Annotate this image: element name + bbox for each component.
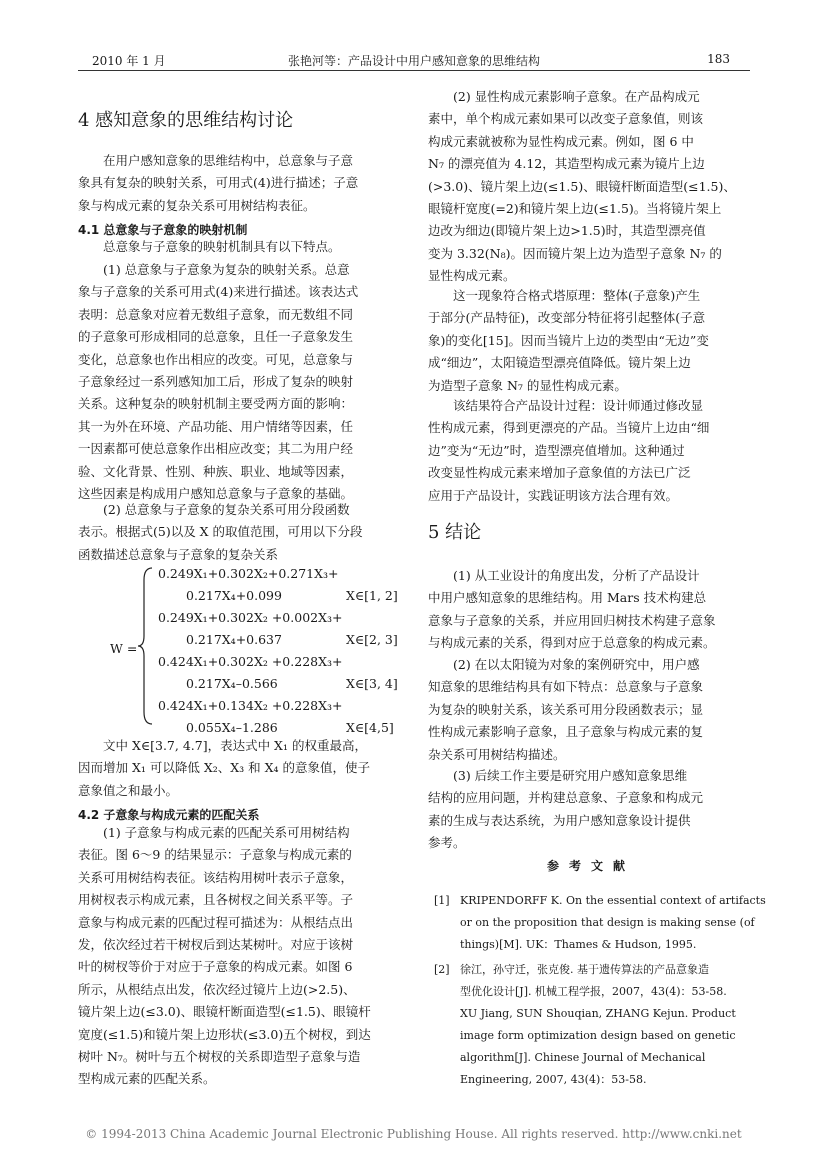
reference-line: KRIPENDORFF K. On the essential context of artifacts bbox=[460, 894, 766, 907]
section-4-1-para-1 bbox=[78, 259, 404, 505]
text-line: 文中 X∈[3.7, 4.7]，表达式中 X₁ 的权重最高， bbox=[103, 738, 367, 753]
copyright-footer: © 1994-2013 China Academic Journal Electronic Publishing House. All rights reserved. http://www.cnki.net bbox=[85, 1127, 742, 1141]
equation-term: 0.217X₄+0.637 bbox=[186, 632, 282, 647]
header-rule bbox=[78, 70, 750, 71]
text-line: 变为 3.32(N₈)。因而镜片架上边为造型子意象 N₇ 的 bbox=[428, 245, 722, 261]
reference-number: [1] bbox=[434, 894, 450, 907]
text-line: 表征。图 6～9 的结果显示：子意象与构成元素的 bbox=[78, 847, 352, 863]
text-line: 素的生成与表达系统，为用户感知意象设计提供 bbox=[428, 812, 691, 828]
text-line: 为复杂的映射关系，该关系可用分段函数表示；显 bbox=[428, 701, 704, 717]
text-line: (3) 后续工作主要是研究用户感知意象思维 bbox=[453, 768, 688, 783]
section-4-1-heading: 4.1 总意象与子意象的映射机制 bbox=[78, 223, 248, 237]
text-line: 象与子意象的关系可用式(4)来进行描述。该表达式 bbox=[78, 284, 359, 300]
text-line: 成“细边”，太阳镜造型漂亮值降低。镜片架上边 bbox=[428, 355, 691, 371]
text-line: (2) 在以太阳镜为对象的案例研究中，用户感 bbox=[453, 657, 700, 672]
section-4-1-para-3 bbox=[78, 735, 404, 802]
text-line: 表明：总意象对应着无数组子意象，而无数组不同 bbox=[78, 306, 354, 322]
text-line: N₇ 的漂亮值为 4.12，其造型构成元素为镜片上边 bbox=[428, 156, 705, 172]
text-line: 中用户感知意象的思维结构。用 Mars 技术构建总 bbox=[428, 590, 707, 606]
text-line: 性构成元素，得到更漂亮的产品。当镜片上边由“细 bbox=[428, 420, 710, 436]
equation-term: 0.217X₄–0.566 bbox=[186, 676, 278, 691]
text-line: 该结果符合产品设计过程：设计师通过修改显 bbox=[453, 398, 704, 413]
text-line: 这一现象符合格式塔原理：整体(子意象)产生 bbox=[453, 288, 701, 303]
section-4-2-heading: 4.2 子意象与构成元素的匹配关系 bbox=[78, 808, 260, 822]
text-line: (2) 显性构成元素影响子意象。在产品构成元 bbox=[453, 89, 700, 104]
reference-line: 型优化设计[J]. 机械工程学报，2007，43(4)：53-58. bbox=[460, 985, 727, 998]
text-line: 知意象的思维结构具有如下特点：总意象与子意象 bbox=[428, 679, 704, 695]
text-line: 宽度(≤1.5)和镜片架上边形状(≤3.0)五个树杈，到达 bbox=[78, 1026, 371, 1042]
equation-domain: X∈[1, 2] bbox=[346, 588, 398, 603]
equation-term: 0.217X₄+0.099 bbox=[186, 588, 282, 603]
text-line: 因而增加 X₁ 可以降低 X₂、X₃ 和 X₄ 的意象值，使子 bbox=[78, 760, 370, 776]
text-line: 为造型子意象 N₇ 的显性构成元素。 bbox=[428, 377, 627, 393]
references-heading: 参考文献 bbox=[546, 859, 635, 873]
conclusion-1 bbox=[428, 565, 754, 655]
text-line: (1) 总意象与子意象为复杂的映射关系。总意 bbox=[103, 262, 350, 277]
text-line: 关系。这种复杂的映射机制主要受两方面的影响： bbox=[78, 396, 354, 412]
text-line: 性构成元素影响子意象，且子意象与构成元素的复 bbox=[428, 724, 704, 740]
text-line: 显性构成元素。 bbox=[428, 268, 516, 284]
text-line: (1) 从工业设计的角度出发，分析了产品设计 bbox=[453, 568, 700, 583]
section-5-heading: 5 结论 bbox=[428, 522, 482, 543]
text-line: 型构成元素的匹配关系。 bbox=[78, 1071, 216, 1087]
text-line: 于部分(产品特征)，改变部分特征将引起整体(子意 bbox=[428, 310, 706, 326]
text-line: 构成元素就被称为显性构成元素。例如，图 6 中 bbox=[428, 133, 694, 149]
reference-line: or on the proposition that design is making sense (of bbox=[460, 916, 755, 929]
text-line: (1) 子意象与构成元素的匹配关系可用树结构 bbox=[103, 825, 350, 840]
text-line: 发，依次经过若干树杈后到达某树叶。对应于该树 bbox=[78, 936, 354, 952]
running-header bbox=[78, 52, 750, 70]
equation-brace bbox=[136, 566, 156, 726]
reference-line: Engineering, 2007, 43(4)：53-58. bbox=[460, 1073, 647, 1086]
right-para-4 bbox=[428, 395, 754, 507]
header-date: 2010 年 1 月 bbox=[92, 54, 166, 68]
text-line: 杂关系可用树结构描述。 bbox=[428, 746, 566, 762]
right-para-3 bbox=[428, 285, 754, 397]
text-line: 象具有复杂的映射关系，可用式(4)进行描述；子意 bbox=[78, 175, 359, 191]
section-4-1-para-2 bbox=[78, 499, 404, 566]
text-line: 函数描述总意象与子意象的复杂关系 bbox=[78, 546, 279, 562]
equation-term: 0.249X₁+0.302X₂+0.271X₃+ bbox=[158, 566, 339, 581]
text-line: 其一为外在环境、产品功能、用户情绪等因素，任 bbox=[78, 418, 354, 434]
reference-line: 徐江，孙守迁，张克俊. 基于遗传算法的产品意象造 bbox=[460, 963, 709, 976]
text-line: 应用于产品设计，实践证明该方法合理有效。 bbox=[428, 487, 679, 503]
equation-term: 0.424X₁+0.302X₂ +0.228X₃+ bbox=[158, 654, 343, 669]
text-line: 边改为细边(即镜片架上边>1.5)时，其造型漂亮值 bbox=[428, 223, 706, 239]
text-line: 关系可用树结构表征。该结构用树叶表示子意象， bbox=[78, 869, 354, 885]
text-line: 的子意象可形成相同的总意象，且任一子意象发生 bbox=[78, 329, 354, 345]
text-line: 用树杈表示构成元素，且各树杈之间关系平等。子 bbox=[78, 892, 354, 908]
equation-term: 0.055X₄–1.286 bbox=[186, 720, 278, 735]
text-line: 意象值之和最小。 bbox=[78, 782, 179, 798]
right-para-2 bbox=[428, 86, 754, 288]
text-line: 边”变为“无边”时，造型漂亮值增加。这种通过 bbox=[428, 442, 685, 458]
header-title: 张艳河等：产品设计中用户感知意象的思维结构 bbox=[287, 54, 540, 68]
equation-domain: X∈[4,5] bbox=[346, 720, 394, 735]
text-line: 意象与子意象的关系，并应用回归树技术构建子意象 bbox=[428, 612, 716, 628]
equation-term: 0.424X₁+0.134X₂ +0.228X₃+ bbox=[158, 698, 343, 713]
section-4-2-para-1 bbox=[78, 822, 404, 1091]
reference-line: algorithm[J]. Chinese Journal of Mechanical bbox=[460, 1051, 706, 1064]
reference-number: [2] bbox=[434, 963, 450, 976]
text-line: 意象与构成元素的匹配过程可描述为：从根结点出 bbox=[78, 914, 354, 930]
text-line: 与构成元素的关系，得到对应于总意象的构成元素。 bbox=[428, 635, 716, 651]
equation-term: 0.249X₁+0.302X₂ +0.002X₃+ bbox=[158, 610, 343, 625]
text-line: 一因素都可使总意象作出相应改变；其二为用户经 bbox=[78, 441, 354, 457]
text-line: 树叶 N₇。树叶与五个树杈的关系即造型子意象与造 bbox=[78, 1048, 361, 1064]
text-line: (2) 总意象与子意象的复杂关系可用分段函数 bbox=[103, 502, 350, 517]
section-4-intro bbox=[78, 150, 404, 217]
text-line: 这些因素是构成用户感知总意象与子意象的基础。 bbox=[78, 485, 354, 501]
equation-lhs: W = bbox=[110, 641, 138, 656]
text-line: (>3.0)、镜片架上边(≤1.5)、眼镜杆断面造型(≤1.5)、 bbox=[428, 178, 736, 194]
text-line: 表示。根据式(5)以及 X 的取值范围，可用以下分段 bbox=[78, 524, 363, 540]
conclusion-3 bbox=[428, 765, 754, 855]
text-line: 象)的变化[15]。因而当镜片上边的类型由“无边”变 bbox=[428, 332, 709, 348]
equation-domain: X∈[3, 4] bbox=[346, 676, 398, 691]
section-4-heading: 4 感知意象的思维结构讨论 bbox=[78, 110, 294, 131]
text-line: 总意象与子意象的映射机制具有以下特点。 bbox=[103, 239, 341, 254]
equation-domain: X∈[2, 3] bbox=[346, 632, 398, 647]
text-line: 结构的应用问题，并构建总意象、子意象和构成元 bbox=[428, 790, 704, 806]
text-line: 镜片架上边(≤3.0)、眼镜杆断面造型(≤1.5)、眼镜杆 bbox=[78, 1004, 371, 1020]
text-line: 所示，从根结点出发，依次经过镜片上边(>2.5)、 bbox=[78, 981, 356, 997]
reference-line: XU Jiang, SUN Shouqian, ZHANG Kejun. Product bbox=[460, 1007, 736, 1020]
text-line: 眼镜杆宽度(=2)和镜片架上边(≤1.5)。当将镜片架上 bbox=[428, 200, 722, 216]
text-line: 验、文化背景、性别、种族、职业、地域等因素， bbox=[78, 463, 354, 479]
text-line: 改变显性构成元素来增加子意象值的方法已广泛 bbox=[428, 465, 691, 481]
text-line: 在用户感知意象的思维结构中，总意象与子意 bbox=[103, 153, 354, 168]
text-line: 叶的树杈等价于对应于子意象的构成元素。如图 6 bbox=[78, 959, 353, 975]
reference-line: things)[M]. UK：Thames & Hudson, 1995. bbox=[460, 938, 697, 951]
text-line: 素中，单个构成元素如果可以改变子意象值，则该 bbox=[428, 111, 704, 127]
text-line: 参考。 bbox=[428, 835, 466, 851]
page-number: 183 bbox=[707, 52, 730, 66]
section-4-1-para-0 bbox=[78, 236, 404, 258]
text-line: 象与构成元素的复杂关系可用树结构表征。 bbox=[78, 197, 316, 213]
text-line: 变化，总意象也作出相应的改变。可见，总意象与 bbox=[78, 351, 354, 367]
reference-line: image form optimization design based on genetic bbox=[460, 1029, 736, 1042]
conclusion-2 bbox=[428, 654, 754, 766]
text-line: 子意象经过一系列感知加工后，形成了复杂的映射 bbox=[78, 373, 354, 389]
